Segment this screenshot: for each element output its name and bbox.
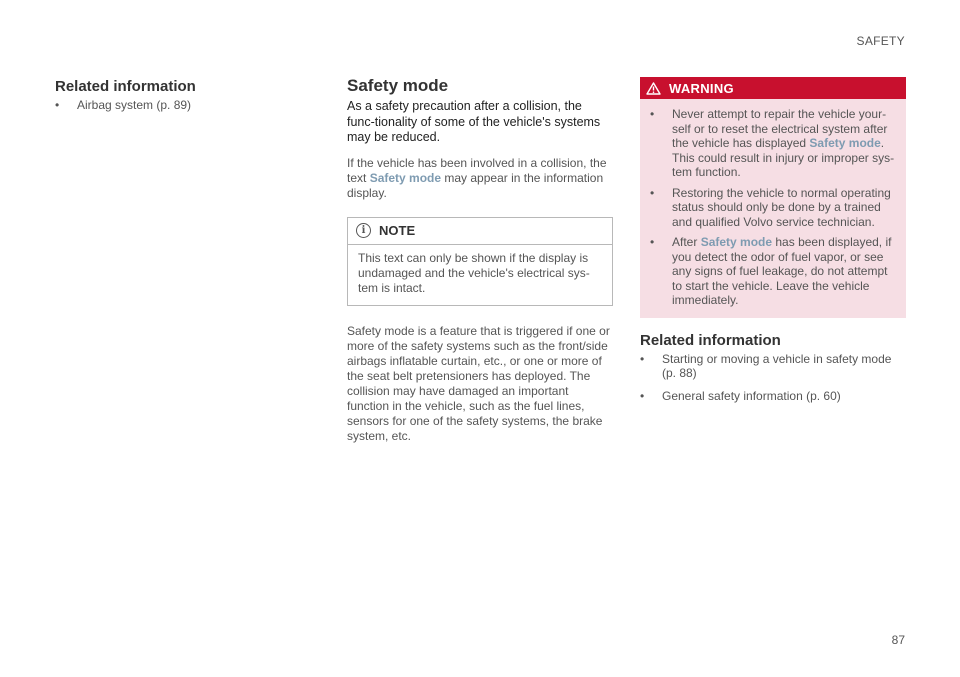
right-column [640,76,906,411]
display-paragraph [347,156,613,201]
feature-paragraph: Safety mode is a feature that is triggered if one or more of the safety systems such as the front/side airbags inflatable curtain, etc., or one or more of the seat belt pretensioners has deployed. The collision may have damaged an important function in the vehicle, such as the fuel lines, sensors for one of the safety systems, the brake system, etc. [347,323,610,443]
info-icon: i [356,223,371,238]
bullet: • [650,235,655,249]
related-link-starting[interactable] [640,352,906,381]
related-link-text[interactable]: General safety information (p. 60) [662,388,841,403]
warning-list [650,107,896,308]
safety-mode-highlight: Safety mode [700,235,773,249]
warning-title: WARNING [669,80,734,96]
text-segment: . This could result in injury or improper sys-tem function. [672,136,895,179]
text-segment: After [672,235,701,249]
bullet: • [55,98,60,112]
left-column [55,76,295,121]
text-segment: If the vehicle has been involved in a collision, the text [347,155,607,185]
text-segment: has been displayed, if you detect the odor of fuel vapor, or see any signs of fuel leakage, do not attempt to start the vehicle. Leave the vehicle immediately. [672,235,892,307]
text-segment: Never attempt to repair the vehicle your-self or to reset the electrical system after the vehicle has displayed [672,107,888,150]
related-info-heading: Related information [640,331,781,349]
related-link-general[interactable] [640,389,906,404]
note-header [348,218,612,245]
safety-mode-highlight: Safety mode [369,170,442,185]
related-info-heading: Related information [55,78,196,95]
text-segment: may appear in the information display. [347,170,604,200]
warning-box [640,77,906,318]
lead-paragraph: As a safety precaution after a collision, the func-tionality of some of the vehicle's systems may be reduced. [347,99,601,144]
text-segment: Restoring the vehicle to normal operating status should only be done by a trained and qualified Volvo service technician. [672,185,891,229]
note-box [347,217,613,306]
warning-item [650,235,896,308]
bullet: • [650,185,655,200]
middle-column [347,76,613,460]
related-link-airbag[interactable] [55,98,295,113]
related-info-list [55,98,295,113]
warning-body [640,99,906,318]
page-number: 87 [891,633,905,647]
warning-item [650,186,896,230]
related-link-text[interactable]: Airbag system (p. 89) [77,98,192,112]
section-header: SAFETY [856,34,905,48]
note-body: This text can only be shown if the display is undamaged and the vehicle's electrical sys-tem is intact. [358,250,590,295]
related-info-list [640,352,906,404]
related-link-text[interactable]: Starting or moving a vehicle in safety mode (p. 88) [662,351,892,380]
bullet: • [640,388,645,403]
bullet: • [650,107,655,121]
warning-header [640,77,906,99]
section-title: Safety mode [347,76,449,95]
bullet: • [640,351,645,366]
warning-triangle-icon [646,82,661,95]
warning-item [650,107,896,180]
note-title: NOTE [379,223,416,238]
safety-mode-highlight: Safety mode [809,136,881,150]
